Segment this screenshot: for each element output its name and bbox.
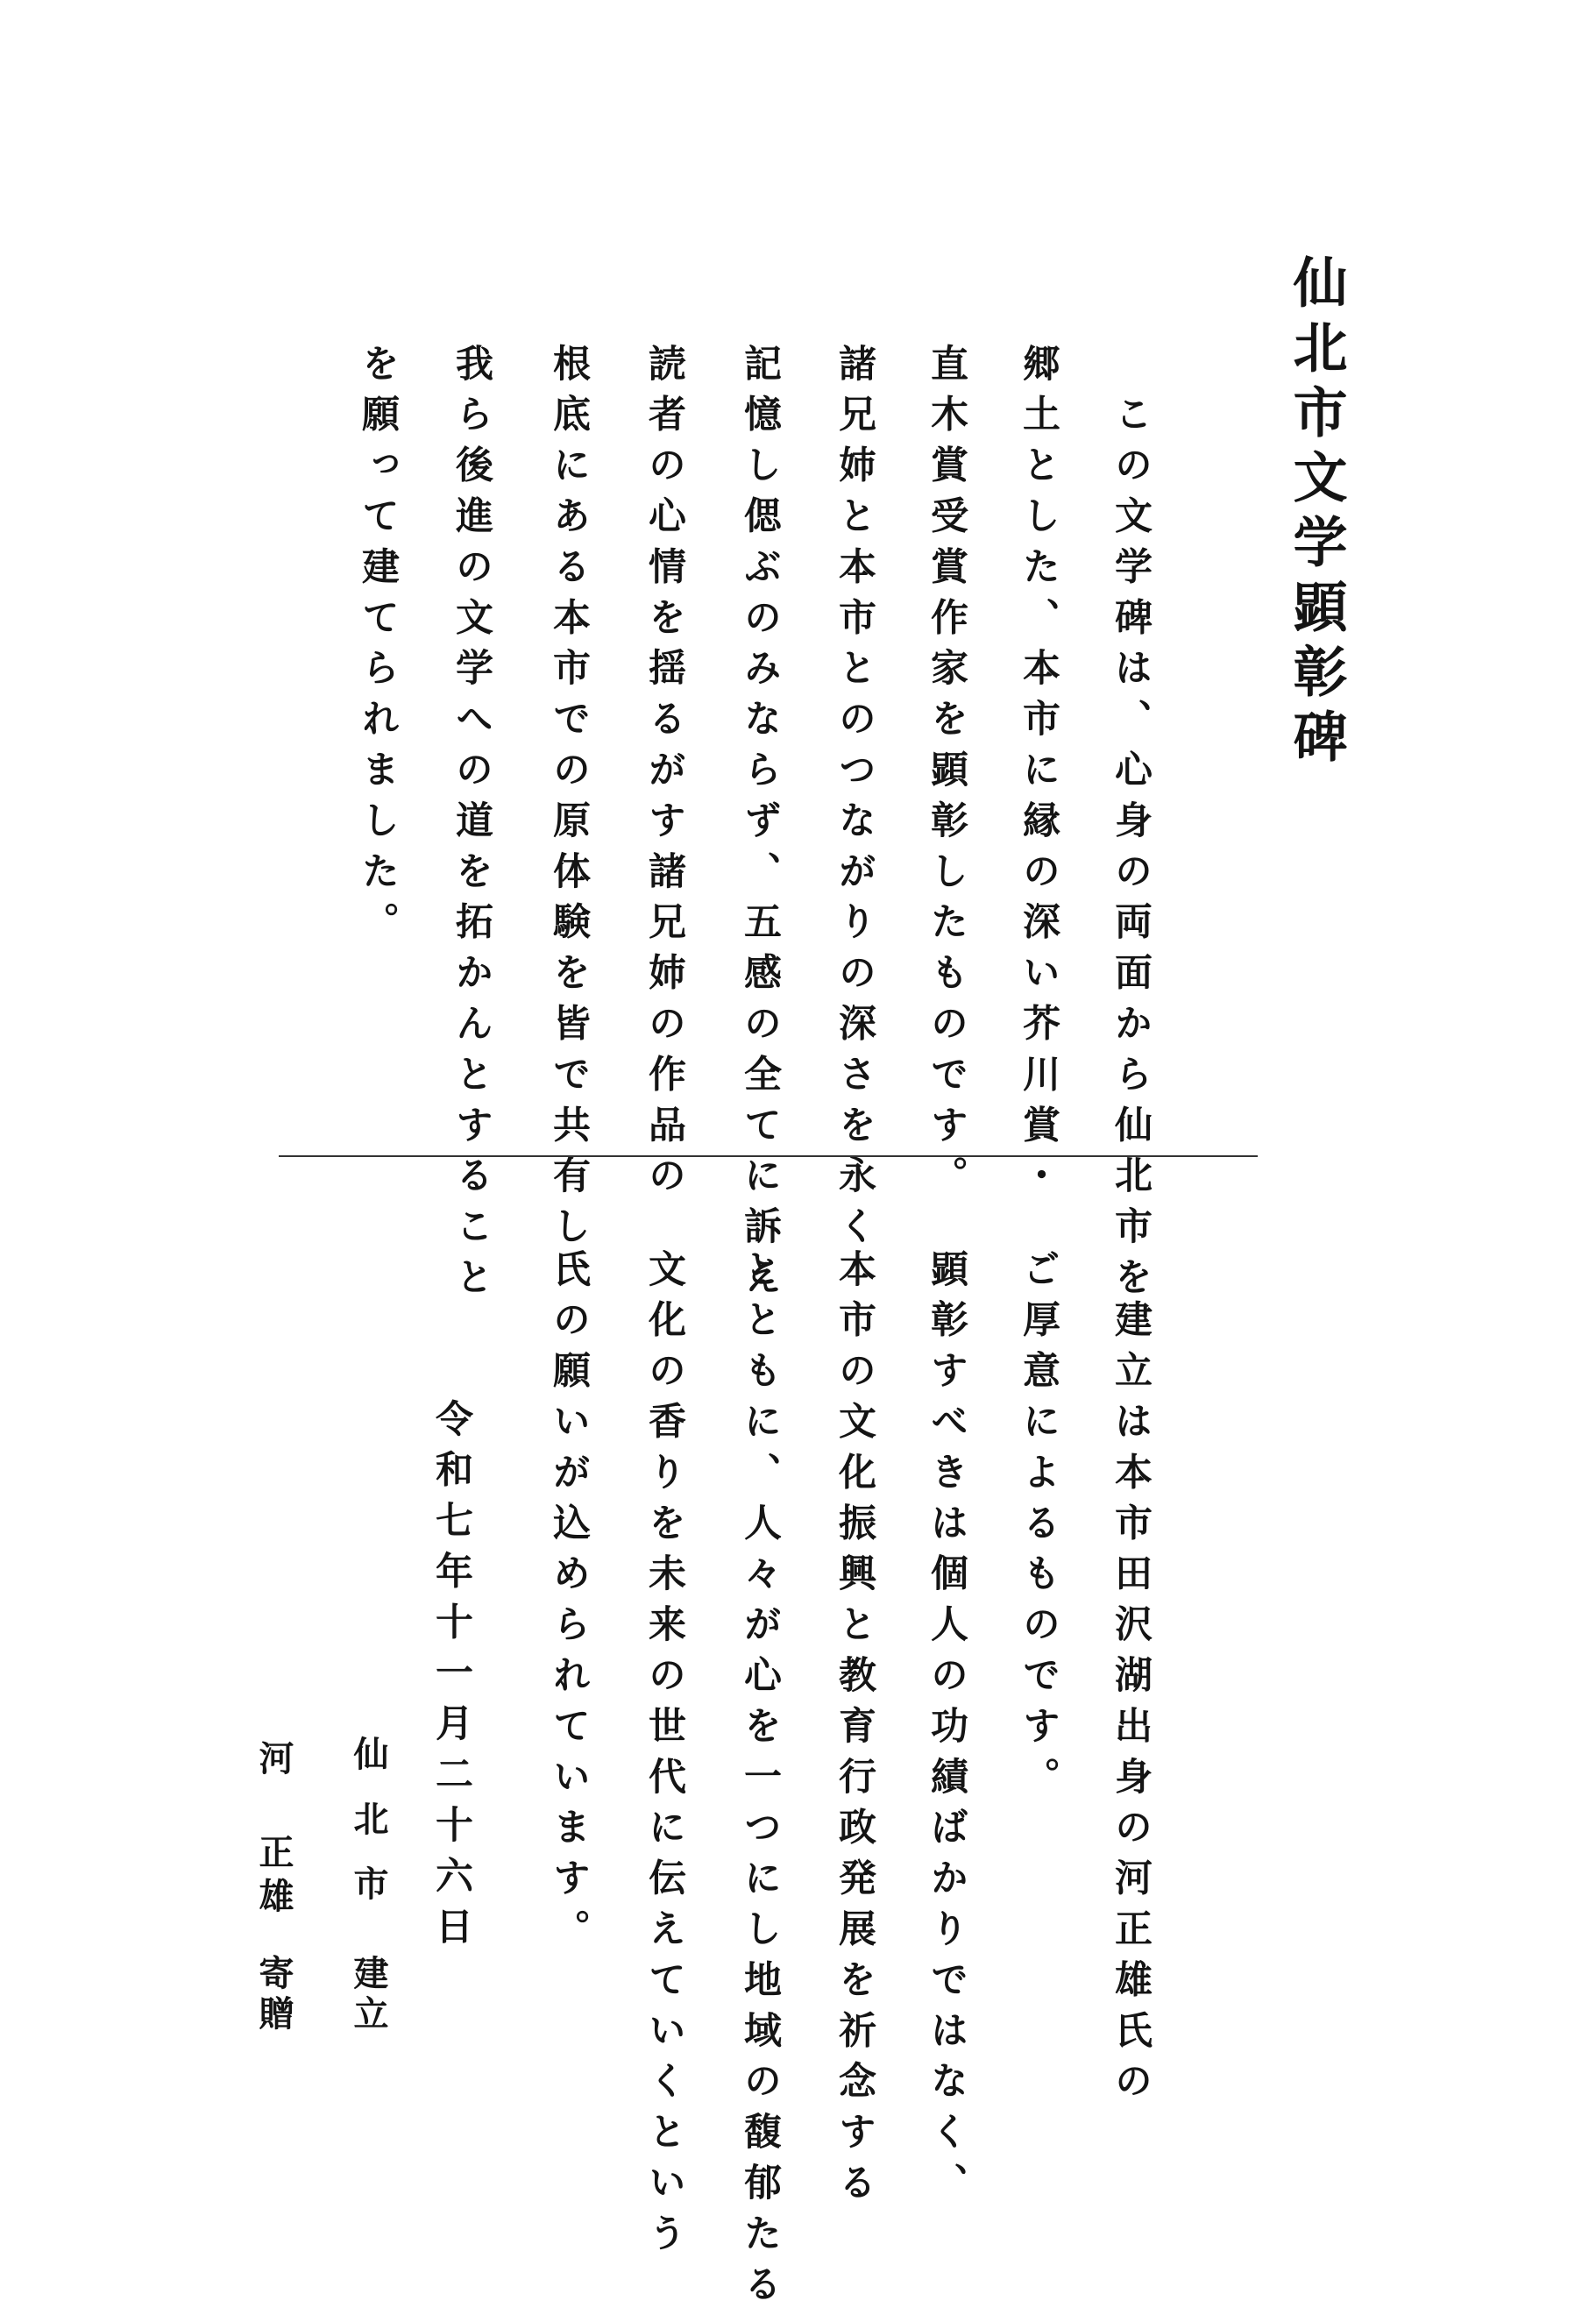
- establisher-action: 建立: [348, 1955, 389, 2035]
- upper-text-line-3: 直木賞受賞作家を顕彰したものです。: [925, 344, 968, 1207]
- lower-text-line-4: 本市の文化振興と教育行政発展を祈念する: [833, 1249, 876, 2214]
- upper-text-line-8: 我ら後進の文学への道を拓かんとすること: [450, 344, 493, 1309]
- lower-text-line-1: 建立は本市田沢湖出身の河正雄氏の: [1109, 1249, 1153, 2113]
- lower-text-line-7: 氏の願いが込められています。: [547, 1249, 591, 1960]
- lower-text-line-6: 文化の香りを未来の世代に伝えていくという: [642, 1249, 686, 2264]
- establisher-name: 仙北市: [348, 1736, 389, 1930]
- donor-name: 河 正雄: [253, 1740, 294, 1921]
- upper-text-line-9: を願って建てられました。: [356, 344, 400, 953]
- upper-text-line-6: 読者の心情を揺るがす諸兄姉の作品の: [642, 344, 686, 1207]
- donor-action: 寄贈: [253, 1955, 294, 2035]
- upper-text-line-2: 郷土とした、本市に縁の深い芥川賞・: [1017, 344, 1060, 1207]
- upper-text-line-1: この文学碑は、心身の両面から仙北市を: [1109, 344, 1153, 1309]
- lower-text-line-3: 顕彰すべきは個人の功績ばかりではなく、: [925, 1249, 968, 2214]
- lower-text-line-5: とともに、人々が心を一つにし地域の馥郁たる: [738, 1249, 782, 2315]
- date: 令和七年十一月二十六日: [429, 1399, 473, 1957]
- upper-text-line-4: 諸兄姉と本市とのつながりの深さを永く: [833, 344, 876, 1258]
- lower-text-line-2: ご厚意によるものです。: [1017, 1249, 1060, 1807]
- section-divider: [279, 1155, 1258, 1157]
- monument-title: 仙北市文学顕彰碑: [1284, 254, 1348, 773]
- upper-text-line-5: 記憶し偲ぶのみならず、五感の全てに訴え: [738, 344, 782, 1309]
- upper-text-line-7: 根底にある本市での原体験を皆で共有し、: [547, 344, 591, 1309]
